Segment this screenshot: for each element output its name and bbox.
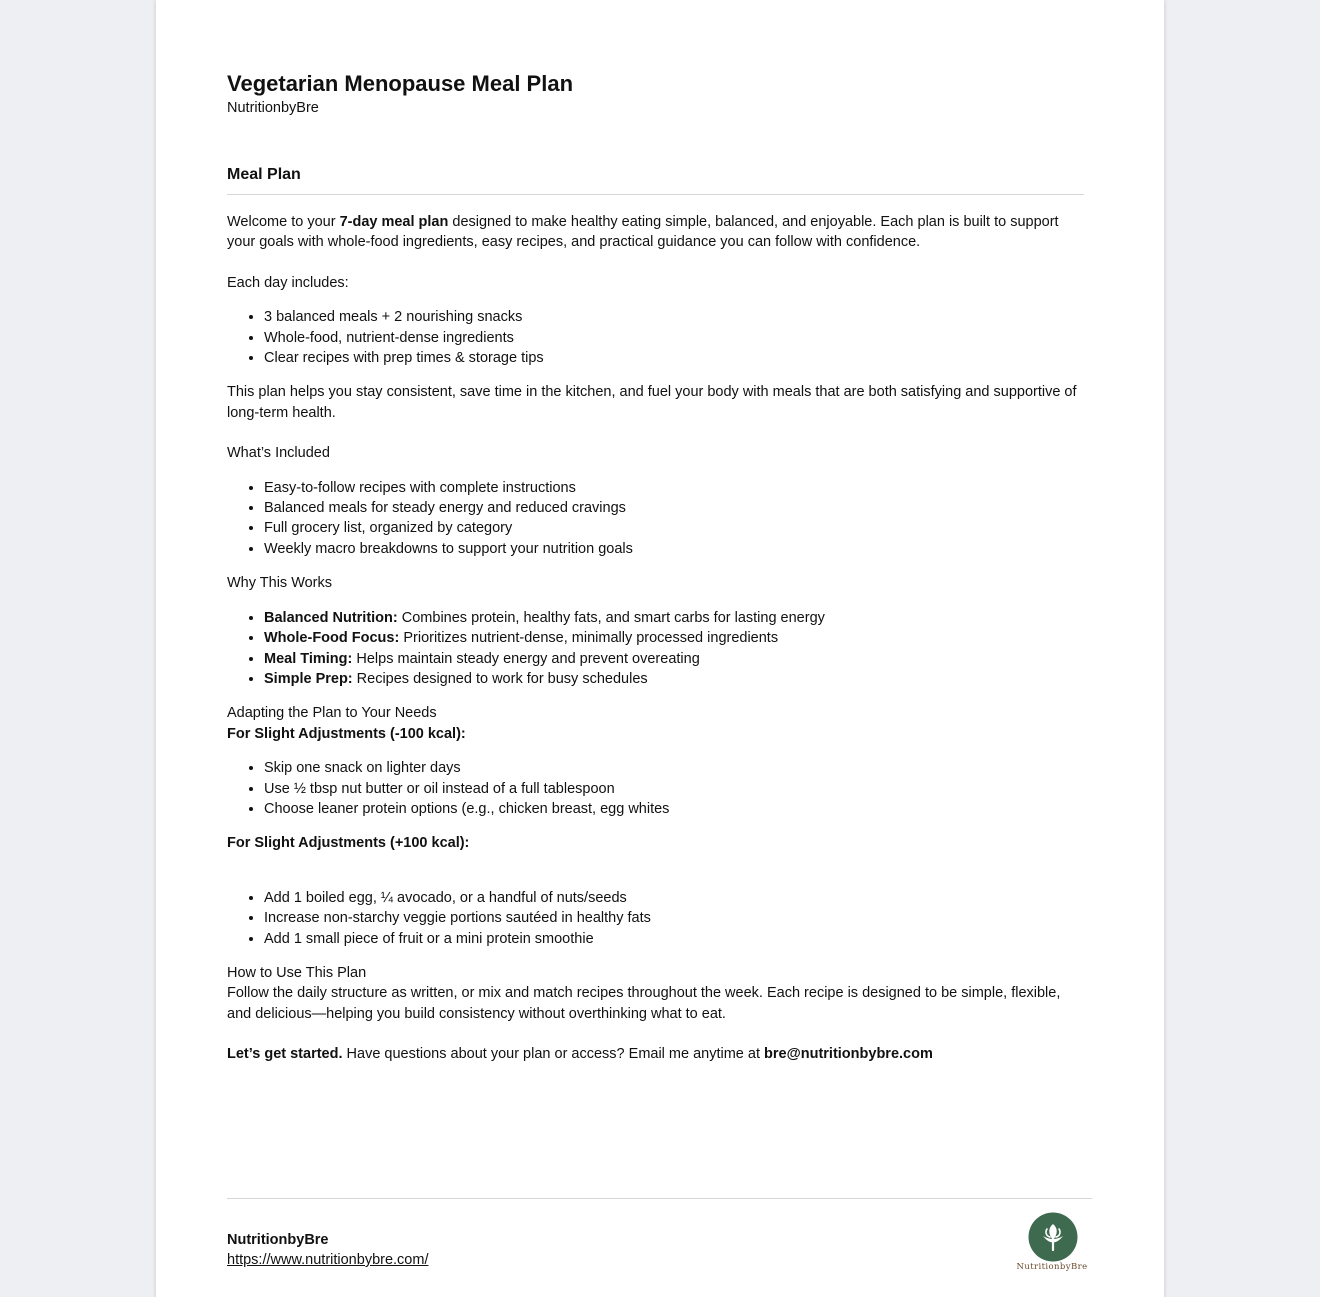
list-item: • Full grocery list, organized by category bbox=[264, 518, 1084, 538]
how-heading: How to Use This Plan bbox=[227, 964, 367, 981]
intro-text-start: Welcome to your bbox=[227, 214, 340, 230]
list-item: • Balanced meals for steady energy and reduced cravings bbox=[264, 498, 1084, 518]
why-item-label: Balanced Nutrition: bbox=[264, 609, 398, 626]
leaf-bowl-logo-icon bbox=[1012, 1212, 1092, 1262]
document-page bbox=[156, 0, 1164, 1297]
list-item: • Clear recipes with prep times & storage tips bbox=[264, 348, 1084, 368]
closing-text: Have questions about your plan or access? Email me anytime at bbox=[342, 1046, 765, 1063]
list-item bbox=[264, 649, 1084, 669]
list-item: • 3 balanced meals + 2 nourishing snacks bbox=[264, 307, 1084, 327]
each-day-heading: Each day includes: bbox=[227, 274, 349, 291]
section-title-meal-plan: Meal Plan bbox=[227, 166, 1084, 195]
list-item: • Skip one snack on lighter days bbox=[264, 758, 1084, 778]
document-subtitle: NutritionbyBre bbox=[227, 100, 319, 116]
list-item: • Whole-food, nutrient-dense ingredients bbox=[264, 328, 1084, 348]
why-item-label: Whole-Food Focus: bbox=[264, 630, 400, 647]
why-item-label: Meal Timing: bbox=[264, 650, 353, 667]
included-list bbox=[227, 478, 1084, 560]
list-item: • Easy-to-follow recipes with complete instructions bbox=[264, 478, 1084, 498]
why-list bbox=[227, 608, 1084, 690]
list-item: • Increase non-starchy veggie portions sautéed in healthy fats bbox=[264, 908, 1084, 928]
included-heading: What’s Included bbox=[227, 445, 330, 462]
plus-adjustment-list bbox=[227, 888, 1084, 949]
footer-brand: NutritionbyBre bbox=[227, 1232, 329, 1248]
list-item: • Add 1 small piece of fruit or a mini protein smoothie bbox=[264, 929, 1084, 949]
list-item bbox=[264, 608, 1084, 628]
intro-paragraph bbox=[227, 212, 1084, 253]
list-item: • Add 1 boiled egg, ¼ avocado, or a handful of nuts/seeds bbox=[264, 888, 1084, 908]
minus-adjustment-heading: For Slight Adjustments (-100 kcal): bbox=[227, 725, 466, 742]
footer-website-link[interactable]: https://www.nutritionbybre.com/ bbox=[227, 1252, 429, 1268]
adapting-heading: Adapting the Plan to Your Needs bbox=[227, 705, 437, 722]
closing-paragraph bbox=[227, 1044, 1084, 1064]
how-paragraph: Follow the daily structure as written, or mix and match recipes throughout the week. Each recipe is designed to be simple, flexible, and delicious—helping you build consistency without overthinking what to eat. bbox=[227, 985, 1061, 1022]
list-item bbox=[264, 669, 1084, 689]
minus-adjustment-list bbox=[227, 758, 1084, 819]
plus-adjustment-heading: For Slight Adjustments (+100 kcal): bbox=[227, 835, 470, 852]
why-item-text: Recipes designed to work for busy schedules bbox=[352, 670, 648, 687]
list-item: • Choose leaner protein options (e.g., chicken breast, egg whites bbox=[264, 799, 1084, 819]
why-item-label: Simple Prep: bbox=[264, 670, 353, 687]
contact-email: bre@nutritionbybre.com bbox=[764, 1046, 933, 1063]
intro-text-end: designed to make healthy eating simple, balanced, and enjoyable. Each plan is built to support your goals with whole-food ingredients, easy recipes, and practical guidance you can follow with confidence. bbox=[227, 214, 1059, 251]
logo-wordmark: NutritionbyBre bbox=[1016, 1262, 1088, 1272]
why-heading: Why This Works bbox=[227, 575, 333, 592]
list-item: • Use ½ tbsp nut butter or oil instead of a full tablespoon bbox=[264, 779, 1084, 799]
closing-bold-text: Let’s get started. bbox=[227, 1046, 343, 1063]
brand-logo bbox=[1012, 1212, 1092, 1276]
why-item-text: Helps maintain steady energy and prevent overeating bbox=[352, 650, 700, 667]
footer-divider bbox=[227, 1198, 1092, 1199]
intro-bold-text: 7-day meal plan bbox=[339, 214, 449, 230]
list-item: • Weekly macro breakdowns to support your nutrition goals bbox=[264, 539, 1084, 559]
list-item bbox=[264, 628, 1084, 648]
why-item-text: Prioritizes nutrient-dense, minimally processed ingredients bbox=[399, 630, 779, 647]
why-item-text: Combines protein, healthy fats, and smart carbs for lasting energy bbox=[397, 609, 825, 626]
document-body bbox=[227, 212, 1084, 1065]
consistency-paragraph: This plan helps you stay consistent, save time in the kitchen, and fuel your body with meals that are both satisfying and supportive of long-term health. bbox=[227, 384, 1077, 421]
each-day-list bbox=[227, 307, 1084, 368]
document-title: Vegetarian Menopause Meal Plan bbox=[227, 71, 574, 96]
